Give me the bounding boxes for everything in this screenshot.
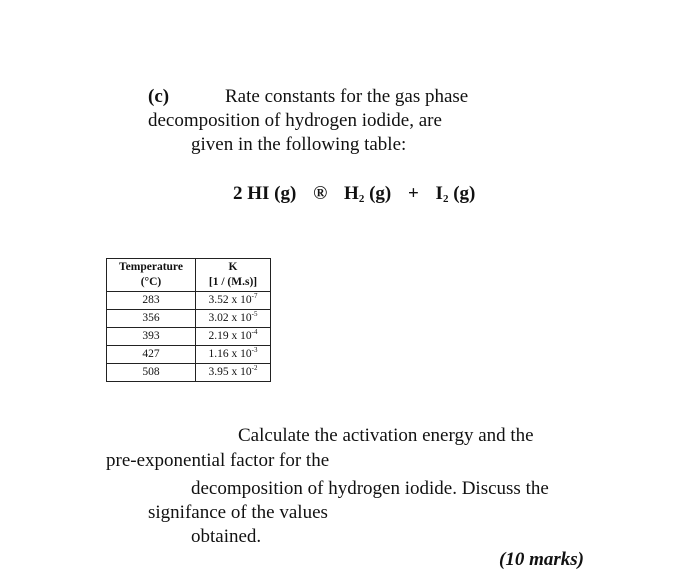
cell-temperature: 283 xyxy=(107,292,196,310)
cell-temperature: 356 xyxy=(107,310,196,328)
cell-temperature: 508 xyxy=(107,364,196,382)
intro-line-3: given in the following table: xyxy=(191,134,407,155)
equation-product-i2: $I_2$ (g) xyxy=(435,183,476,205)
table-row xyxy=(107,310,271,328)
intro-line-2: decomposition of hydrogen iodide, are xyxy=(148,110,442,131)
cell-rate-constant: 2.19 x $10^{-4}$ xyxy=(196,328,271,346)
cell-rate-constant: 3.95 x $10^{-2}$ xyxy=(196,364,271,382)
part-label: (c) xyxy=(148,86,170,107)
equation-reactant: 2 HI (g) xyxy=(233,183,297,204)
table-row xyxy=(107,292,271,310)
table-row xyxy=(107,328,271,346)
intro-line-1: Rate constants for the gas phase xyxy=(225,86,469,107)
table-header-row xyxy=(107,259,271,292)
equation-arrow-symbol: ® xyxy=(313,183,328,204)
task-line-1: Calculate the activation energy and the xyxy=(238,425,534,446)
table-row xyxy=(107,364,271,382)
task-line-2: pre-exponential factor for the xyxy=(106,450,330,471)
cell-temperature: 427 xyxy=(107,346,196,364)
chemical-equation xyxy=(233,182,475,206)
task-line-4: signifance of the values xyxy=(148,502,328,523)
task-line-5: obtained. xyxy=(191,526,262,547)
equation-product-h2: $H_2$ (g) xyxy=(344,183,392,205)
rate-constant-table xyxy=(106,258,271,382)
header-rate-constant: K [1 / (M.s)] xyxy=(196,259,271,292)
cell-temperature: 393 xyxy=(107,328,196,346)
marks-label: (10 marks) xyxy=(499,549,584,570)
cell-rate-constant: 3.52 x $10^{-7}$ xyxy=(196,292,271,310)
cell-rate-constant: 3.02 x $10^{-5}$ xyxy=(196,310,271,328)
task-line-3: decomposition of hydrogen iodide. Discuss the xyxy=(191,478,549,499)
cell-rate-constant: 1.16 x $10^{-3}$ xyxy=(196,346,271,364)
equation-plus: + xyxy=(407,183,419,204)
table-row xyxy=(107,346,271,364)
header-temperature: Temperature (°C) xyxy=(107,259,196,292)
